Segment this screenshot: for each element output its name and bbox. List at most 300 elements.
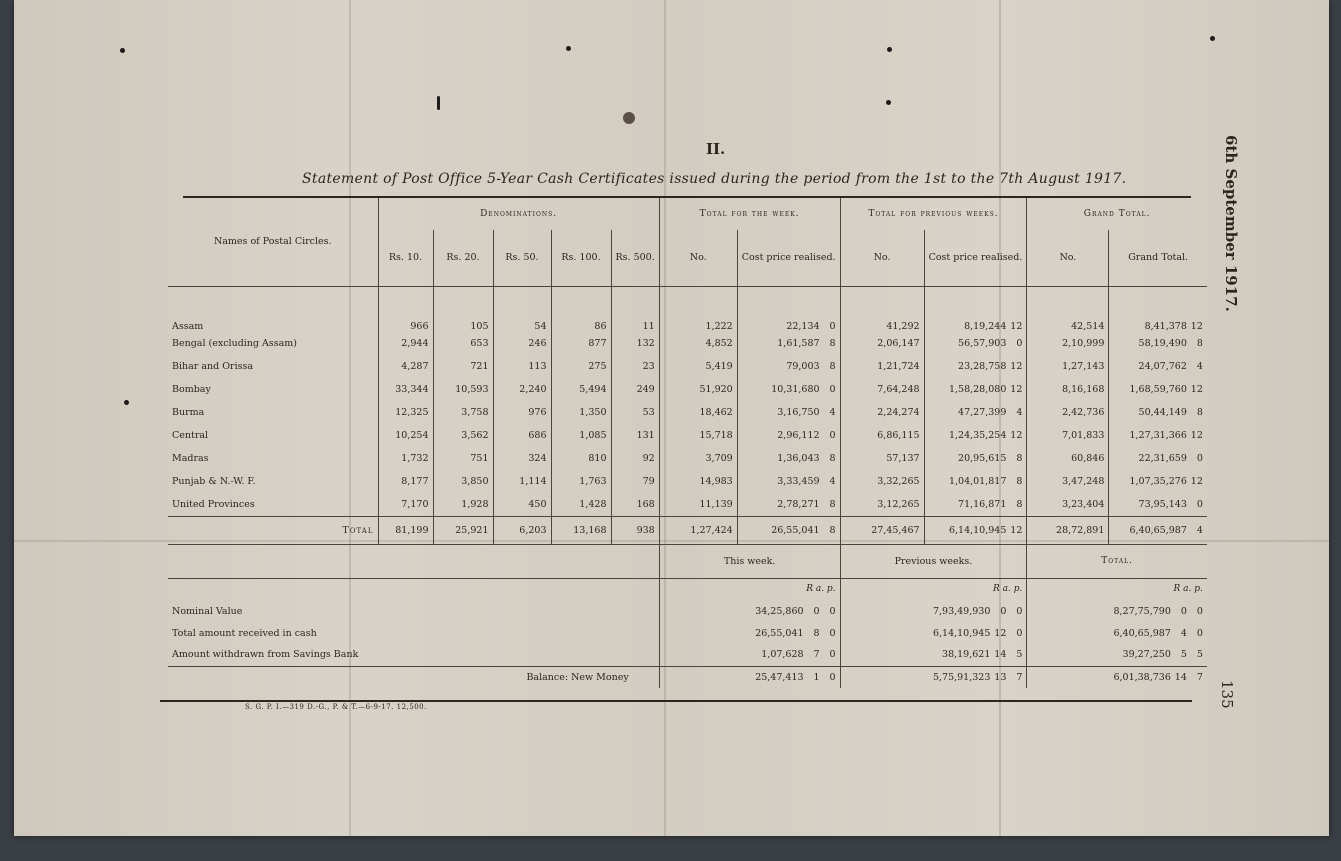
value-rupees: 73,95,143: [1138, 498, 1187, 510]
value-rupees: 26,55,041: [771, 524, 820, 536]
cell-w_cost: [737, 424, 840, 447]
header-circles: Names of Postal Circles.: [213, 236, 332, 248]
value-annas: 8: [1016, 453, 1023, 464]
value-pies: 7: [1196, 671, 1203, 683]
value-annas: 0: [1180, 605, 1187, 617]
cell-g_cost: [1109, 401, 1207, 424]
value-annas: 8: [1196, 407, 1203, 418]
cell-p_no: [840, 516, 924, 544]
value-annas: 14: [994, 649, 1007, 661]
value-pies: 0: [1016, 627, 1023, 639]
column-header: Rs. 100.: [551, 230, 611, 286]
cell-d20: 653: [433, 332, 493, 355]
cell-p_no: [840, 401, 924, 424]
header-grand: Grand Total.: [1027, 198, 1207, 230]
value-annas: 0: [813, 605, 820, 617]
column-header: No.: [1027, 230, 1109, 286]
cell-p_cost: [924, 424, 1027, 447]
value-rupees: 1,58,28,080: [948, 384, 1007, 395]
value-pies: 0: [829, 627, 836, 639]
value-annas: 12: [1010, 361, 1023, 372]
value-rupees: 3,32,265: [877, 476, 920, 487]
value-annas: 12: [1190, 321, 1203, 332]
value-rupees: 6,40,65,987: [1113, 627, 1171, 639]
cell-d100: 1,350: [551, 401, 611, 424]
value-rupees: 1,68,59,760: [1129, 384, 1187, 395]
cell-d50: 324: [493, 447, 551, 470]
summary-cell: [1027, 600, 1207, 622]
section-number: II.: [706, 140, 726, 158]
value-pies: 5: [1016, 649, 1023, 661]
value-annas: 4: [1180, 627, 1187, 639]
circle-name: Burma: [172, 407, 205, 418]
summary-cell: [840, 622, 1027, 644]
value-annas: 0: [829, 430, 836, 441]
value-annas: 4: [1196, 361, 1203, 372]
value-annas: 12: [994, 627, 1007, 639]
cell-p_no: [840, 470, 924, 493]
currency-header: R a. p.: [840, 578, 1027, 600]
column-header: No.: [840, 230, 924, 286]
value-rupees: 1,07,35,276: [1129, 476, 1187, 487]
cell-p_cost: [924, 286, 1027, 332]
value-rupees: 1,04,01,817: [948, 476, 1007, 487]
cell-d10: 7,170: [378, 493, 433, 516]
value-pies: 0: [829, 649, 836, 661]
circle-name: Madras: [172, 453, 209, 464]
cell-d500: 249: [611, 378, 659, 401]
value-rupees: 28,72,891: [1056, 524, 1105, 536]
summary-label: Nominal Value: [172, 605, 243, 617]
value-rupees: 56,57,903: [958, 338, 1007, 349]
cell-g_no: [1027, 447, 1109, 470]
value-pies: 0: [1196, 627, 1203, 639]
cell-g_cost: [1109, 447, 1207, 470]
summary-cell: [659, 622, 840, 644]
punch-hole: [887, 47, 892, 52]
value-annas: 5: [1180, 649, 1187, 661]
cell-w_no: 1,222: [659, 286, 737, 332]
value-annas: 13: [994, 671, 1007, 683]
cell-d20: 25,921: [433, 516, 493, 544]
value-rupees: 3,47,248: [1062, 476, 1105, 487]
balance-row: [168, 666, 1207, 688]
cell-w_no: 14,983: [659, 470, 737, 493]
cell-d10: 1,732: [378, 447, 433, 470]
summary-cell: [659, 600, 840, 622]
cell-w_no: 18,462: [659, 401, 737, 424]
value-rupees: 26,55,041: [755, 627, 804, 639]
cell-d10: 12,325: [378, 401, 433, 424]
value-pies: 7: [1016, 671, 1023, 683]
value-annas: 7: [813, 649, 820, 661]
cell-g_no: [1027, 286, 1109, 332]
circle-name: Bihar and Orissa: [172, 361, 254, 372]
value-rupees: 7,93,49,930: [932, 605, 991, 617]
cell-d10: 33,344: [378, 378, 433, 401]
value-rupees: 2,42,736: [1062, 407, 1105, 418]
value-annas: 8: [1016, 476, 1023, 487]
circle-name: Central: [172, 430, 209, 441]
cell-p_cost: [924, 493, 1027, 516]
column-header: Rs. 50.: [493, 230, 551, 286]
column-header: Cost price realised.: [924, 230, 1027, 286]
value-annas: 12: [1010, 321, 1023, 332]
value-pies: 5: [1196, 649, 1203, 661]
value-rupees: 1,61,587: [777, 338, 820, 349]
cell-d100: 13,168: [551, 516, 611, 544]
cell-d500: 938: [611, 516, 659, 544]
cell-d50: 6,203: [493, 516, 551, 544]
document-title: Statement of Post Office 5-Year Cash Certificates issued during the period from the 1st to the 7th August 1917.: [302, 171, 1127, 187]
value-rupees: 25,47,413: [755, 671, 804, 683]
ink-mark: [437, 96, 440, 110]
cell-d10: 2,944: [378, 332, 433, 355]
cell-d100: 877: [551, 332, 611, 355]
cell-d500: 92: [611, 447, 659, 470]
value-annas: 12: [1010, 524, 1023, 536]
circle-name: Assam: [172, 321, 204, 332]
value-annas: 4: [829, 476, 836, 487]
value-rupees: 23,28,758: [958, 361, 1007, 372]
cell-d10: 10,254: [378, 424, 433, 447]
circle-name: Bengal (excluding Assam): [172, 338, 298, 349]
cell-d50: 976: [493, 401, 551, 424]
summary-cell: [1027, 644, 1207, 666]
currency-header: R a. p.: [1027, 578, 1207, 600]
value-annas: 0: [829, 384, 836, 395]
value-rupees: 7,64,248: [877, 384, 920, 395]
cell-w_cost: [737, 470, 840, 493]
value-rupees: 57,137: [886, 453, 920, 464]
value-rupees: 58,19,490: [1138, 338, 1187, 349]
cell-p_cost: [924, 401, 1027, 424]
value-rupees: 2,78,271: [777, 498, 820, 510]
cell-d50: 246: [493, 332, 551, 355]
value-annas: 0: [1196, 453, 1203, 464]
cell-w_cost: [737, 332, 840, 355]
table-row: [168, 424, 1207, 447]
cell-d500: 53: [611, 401, 659, 424]
table-row: [168, 286, 1207, 332]
value-annas: 8: [813, 627, 820, 639]
value-rupees: 1,36,043: [777, 453, 820, 464]
cell-g_no: [1027, 516, 1109, 544]
cell-d50: 54: [493, 286, 551, 332]
cell-w_cost: [737, 493, 840, 516]
value-rupees: 27,45,467: [871, 524, 920, 536]
cell-g_no: [1027, 355, 1109, 378]
value-rupees: 47,27,399: [958, 407, 1007, 418]
value-rupees: 1,27,31,366: [1129, 430, 1187, 441]
cell-p_cost: [924, 447, 1027, 470]
cell-g_cost: [1109, 378, 1207, 401]
cell-w_no: 11,139: [659, 493, 737, 516]
cell-p_no: [840, 355, 924, 378]
cell-d100: 5,494: [551, 378, 611, 401]
value-rupees: 22,134: [786, 321, 820, 332]
cell-d20: 3,562: [433, 424, 493, 447]
printer-imprint: S. G. P. I.—319 D.-G., P. & T.—6-9-17. 12,500.: [245, 703, 427, 711]
value-rupees: 22,31,659: [1138, 453, 1187, 464]
summary-cell: [840, 600, 1027, 622]
cell-w_cost: [737, 355, 840, 378]
table-row: [168, 355, 1207, 378]
header-denominations: Denominations.: [378, 198, 659, 230]
value-annas: 14: [1174, 671, 1187, 683]
summary-row: [168, 600, 1207, 622]
page-number: 135: [1218, 680, 1236, 709]
table-row: [168, 332, 1207, 355]
value-rupees: 71,16,871: [958, 498, 1007, 510]
value-rupees: 20,95,615: [958, 453, 1007, 464]
value-rupees: 1,24,35,254: [948, 430, 1007, 441]
total-row: [168, 516, 1207, 544]
cell-g_no: [1027, 493, 1109, 516]
cell-d50: 113: [493, 355, 551, 378]
value-rupees: 1,21,724: [877, 361, 920, 372]
value-rupees: 3,16,750: [777, 407, 820, 418]
cell-d20: 10,593: [433, 378, 493, 401]
value-rupees: 2,10,999: [1062, 338, 1105, 349]
cell-p_no: [840, 447, 924, 470]
value-annas: 0: [829, 321, 836, 332]
cell-w_cost: [737, 516, 840, 544]
cell-d100: 1,085: [551, 424, 611, 447]
value-pies: 0: [829, 605, 836, 617]
cell-g_cost: [1109, 286, 1207, 332]
cell-g_cost: [1109, 493, 1207, 516]
summary-cell: [840, 666, 1027, 688]
value-rupees: 2,06,147: [877, 338, 920, 349]
value-rupees: 60,846: [1071, 453, 1105, 464]
value-pies: 0: [1196, 605, 1203, 617]
value-annas: 4: [1016, 407, 1023, 418]
certificates-table: [168, 198, 1207, 688]
cell-w_no: 51,920: [659, 378, 737, 401]
value-rupees: 6,40,65,987: [1129, 524, 1187, 536]
cell-w_no: 5,419: [659, 355, 737, 378]
value-rupees: 8,19,244: [964, 321, 1007, 332]
value-rupees: 39,27,250: [1122, 649, 1171, 661]
cell-g_no: [1027, 378, 1109, 401]
cell-p_no: [840, 286, 924, 332]
cell-d100: 1,428: [551, 493, 611, 516]
summary-header-total: Total.: [1027, 544, 1207, 578]
cell-w_no: 1,27,424: [659, 516, 737, 544]
summary-cell: [1027, 666, 1207, 688]
value-rupees: 6,01,38,736: [1113, 671, 1171, 683]
cell-g_cost: [1109, 516, 1207, 544]
summary-label: Amount withdrawn from Savings Bank: [172, 649, 359, 661]
value-annas: 0: [1000, 605, 1007, 617]
cell-d100: 86: [551, 286, 611, 332]
cell-p_cost: [924, 516, 1027, 544]
table-row: [168, 447, 1207, 470]
value-annas: 12: [1010, 384, 1023, 395]
summary-cell: [1027, 622, 1207, 644]
value-rupees: 8,41,378: [1144, 321, 1187, 332]
punch-hole: [623, 112, 635, 124]
cell-g_cost: [1109, 355, 1207, 378]
value-rupees: 50,44,149: [1138, 407, 1187, 418]
circle-name: United Provinces: [172, 498, 255, 510]
cell-d500: 132: [611, 332, 659, 355]
cell-p_no: [840, 378, 924, 401]
cell-g_no: [1027, 470, 1109, 493]
summary-header-previous: Previous weeks.: [840, 544, 1027, 578]
cell-d50: 2,240: [493, 378, 551, 401]
table-row: [168, 470, 1207, 493]
summary-label: Total amount received in cash: [172, 627, 317, 639]
circle-name: Total: [342, 524, 374, 536]
punch-hole: [1210, 36, 1215, 41]
cell-d20: 105: [433, 286, 493, 332]
column-header: No.: [659, 230, 737, 286]
summary-cell: [840, 644, 1027, 666]
cell-d50: 686: [493, 424, 551, 447]
cell-w_cost: [737, 286, 840, 332]
cell-d20: 721: [433, 355, 493, 378]
summary-label: Balance: New Money: [526, 671, 629, 683]
value-annas: 0: [1196, 498, 1203, 510]
column-header: Rs. 500.: [611, 230, 659, 286]
value-annas: 0: [1016, 338, 1023, 349]
cell-g_cost: [1109, 470, 1207, 493]
cell-d50: 1,114: [493, 470, 551, 493]
value-annas: 8: [1196, 338, 1203, 349]
value-annas: 1: [813, 671, 820, 683]
cell-d500: 79: [611, 470, 659, 493]
table-row: [168, 378, 1207, 401]
cell-d10: 81,199: [378, 516, 433, 544]
punch-hole: [124, 400, 129, 405]
cell-d100: 275: [551, 355, 611, 378]
header-week: Total for the week.: [659, 198, 840, 230]
cell-w_no: 3,709: [659, 447, 737, 470]
side-date: 6th September 1917.: [1222, 135, 1240, 312]
value-rupees: 6,14,10,945: [932, 627, 991, 639]
value-annas: 8: [1016, 498, 1023, 510]
cell-w_cost: [737, 401, 840, 424]
value-rupees: 42,514: [1071, 321, 1105, 332]
cell-g_cost: [1109, 332, 1207, 355]
value-rupees: 1,27,143: [1062, 361, 1105, 372]
summary-row: [168, 622, 1207, 644]
rule: [160, 700, 1192, 702]
value-rupees: 1,07,628: [761, 649, 804, 661]
cell-p_cost: [924, 355, 1027, 378]
cell-p_no: [840, 424, 924, 447]
value-annas: 4: [1196, 524, 1203, 536]
summary-cell: [659, 666, 840, 688]
value-pies: 0: [1016, 605, 1023, 617]
table-row: [168, 493, 1207, 516]
cell-d10: 966: [378, 286, 433, 332]
value-rupees: 7,01,833: [1062, 430, 1105, 441]
summary-cell: [659, 644, 840, 666]
cell-w_cost: [737, 378, 840, 401]
value-annas: 8: [829, 498, 836, 510]
value-annas: 12: [1010, 430, 1023, 441]
cell-d20: 1,928: [433, 493, 493, 516]
value-rupees: 34,25,860: [755, 605, 804, 617]
column-header: Rs. 20.: [433, 230, 493, 286]
cell-d50: 450: [493, 493, 551, 516]
cell-d500: 168: [611, 493, 659, 516]
value-rupees: 10,31,680: [771, 384, 820, 395]
circle-name: Bombay: [172, 384, 211, 395]
cell-d100: 810: [551, 447, 611, 470]
column-header: Cost price realised.: [737, 230, 840, 286]
value-annas: 12: [1190, 430, 1203, 441]
cell-p_no: [840, 332, 924, 355]
value-rupees: 5,75,91,323: [932, 671, 991, 683]
value-rupees: 2,24,274: [877, 407, 920, 418]
cell-g_no: [1027, 332, 1109, 355]
value-annas: 4: [829, 407, 836, 418]
currency-header: R a. p.: [659, 578, 840, 600]
cell-d10: 4,287: [378, 355, 433, 378]
value-rupees: 8,27,75,790: [1113, 605, 1171, 617]
value-annas: 8: [829, 524, 836, 536]
value-rupees: 6,14,10,945: [948, 524, 1007, 536]
punch-hole: [566, 46, 571, 51]
cell-g_no: [1027, 401, 1109, 424]
value-rupees: 79,003: [786, 361, 820, 372]
cell-p_cost: [924, 470, 1027, 493]
header-previous: Total for previous weeks.: [840, 198, 1027, 230]
column-header: Grand Total.: [1109, 230, 1207, 286]
value-annas: 8: [829, 361, 836, 372]
cell-p_cost: [924, 378, 1027, 401]
cell-g_cost: [1109, 424, 1207, 447]
summary-row: [168, 644, 1207, 666]
cell-d10: 8,177: [378, 470, 433, 493]
column-header: Rs. 10.: [378, 230, 433, 286]
value-rupees: 24,07,762: [1138, 361, 1187, 372]
cell-d20: 3,850: [433, 470, 493, 493]
value-rupees: 41,292: [886, 321, 920, 332]
value-annas: 12: [1190, 476, 1203, 487]
summary-header-week: This week.: [659, 544, 840, 578]
cell-g_no: [1027, 424, 1109, 447]
value-rupees: 3,23,404: [1062, 498, 1105, 510]
cell-d500: 131: [611, 424, 659, 447]
value-annas: 8: [829, 338, 836, 349]
value-rupees: 38,19,621: [942, 649, 991, 661]
value-rupees: 8,16,168: [1062, 384, 1105, 395]
punch-hole: [886, 100, 891, 105]
cell-p_cost: [924, 332, 1027, 355]
circle-name: Punjab & N.-W. F.: [172, 476, 256, 487]
cell-d500: 23: [611, 355, 659, 378]
cell-d100: 1,763: [551, 470, 611, 493]
punch-hole: [120, 48, 125, 53]
cell-w_no: 4,852: [659, 332, 737, 355]
value-pies: 0: [829, 671, 836, 683]
value-rupees: 3,12,265: [877, 498, 920, 510]
cell-d20: 751: [433, 447, 493, 470]
cell-d500: 11: [611, 286, 659, 332]
value-rupees: 3,33,459: [777, 476, 820, 487]
cell-p_no: [840, 493, 924, 516]
value-rupees: 6,86,115: [877, 430, 920, 441]
value-annas: 12: [1190, 384, 1203, 395]
value-annas: 8: [829, 453, 836, 464]
cell-w_no: 15,718: [659, 424, 737, 447]
table-row: [168, 401, 1207, 424]
